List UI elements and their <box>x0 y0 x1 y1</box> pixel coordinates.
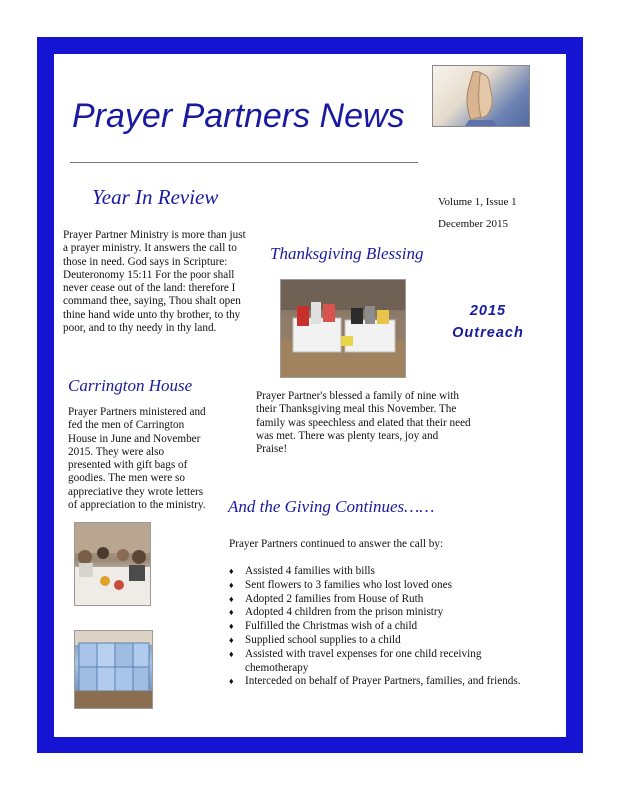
thanksgiving-baskets-photo <box>280 279 406 378</box>
issue-date: December 2015 <box>438 218 508 230</box>
list-item: ♦ Adopted 4 children from the prison ministry <box>229 606 444 619</box>
diamond-bullet-icon: ♦ <box>229 634 234 645</box>
thanksgiving-heading: Thanksgiving Blessing <box>270 244 424 263</box>
giving-continues-heading: And the Giving Continues…… <box>228 497 435 516</box>
baskets-image <box>281 280 405 377</box>
diamond-bullet-icon: ♦ <box>229 648 234 659</box>
list-item: ♦ Adopted 2 families from House of Ruth <box>229 592 424 605</box>
diamond-bullet-icon: ♦ <box>229 621 234 632</box>
diamond-bullet-icon: ♦ <box>229 566 234 576</box>
list-item: ♦ Interceded on behalf of Prayer Partners, families, and friends. <box>229 675 521 688</box>
list-item: ♦ Supplied school supplies to a child <box>229 633 401 646</box>
list-item: ♦ Assisted 4 families with bills <box>229 565 375 577</box>
carrington-dinner-photo <box>74 522 151 606</box>
year-in-review-heading: Year In Review <box>92 185 219 209</box>
diamond-bullet-icon: ♦ <box>229 579 234 590</box>
list-item: ♦ Fulfilled the Christmas wish of a child <box>229 620 418 633</box>
list-item: ♦ Assisted with travel expenses for one child receiving chemotherapy <box>229 647 482 674</box>
praying-hands-logo <box>432 65 530 127</box>
newsletter-title: Prayer Partners News <box>72 97 405 135</box>
diamond-bullet-icon: ♦ <box>229 607 234 618</box>
diamond-bullet-icon: ♦ <box>229 593 234 604</box>
volume-issue: Volume 1, Issue 1 <box>438 196 517 208</box>
carrington-house-heading: Carrington House <box>68 376 193 395</box>
dinner-image <box>75 523 150 605</box>
outreach-year: 2015 <box>469 303 507 319</box>
gift-bags-photo <box>74 630 153 709</box>
title-divider <box>70 162 418 163</box>
list-item: ♦ Sent flowers to 3 families who lost loved ones <box>229 578 452 591</box>
giving-list <box>229 565 547 689</box>
carrington-house-text: Prayer Partners ministered and fed the men of Carrington House in June and November 2015. They were also presented with gift bags of goodies. The men were so appreciative they wrote letters of appreciation to the ministry. <box>68 406 206 512</box>
outreach-callout <box>443 300 533 344</box>
gift-bags-image <box>75 631 152 708</box>
praying-hands-icon <box>433 66 529 126</box>
year-in-review-text: Prayer Partner Ministry is more than just a prayer ministry. It answers the call to those in need. God says in Scripture: Deuteronomy 15:11 For the poor shall never cease out of the land: therefore I command thee, saying, Thou shalt open thine hand wide unto thy brother, to thy poor, and to thy needy in thy land. <box>63 229 246 335</box>
giving-intro: Prayer Partners continued to answer the call by: <box>229 538 444 550</box>
thanksgiving-text: Prayer Partner's blessed a family of nine with their Thanksgiving meal this November. The family was speechless and elated that their need was met. There was plenty tears, joy and Praise! <box>256 390 471 456</box>
diamond-bullet-icon: ♦ <box>229 676 234 687</box>
outreach-label: Outreach <box>452 325 524 341</box>
